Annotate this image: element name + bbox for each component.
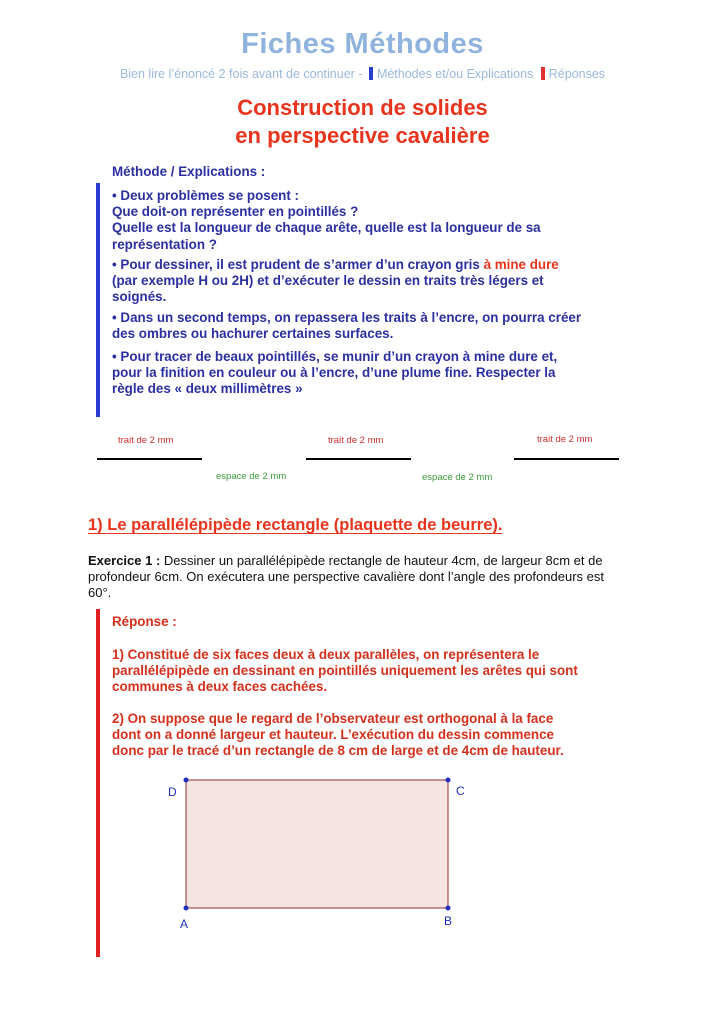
answer-p2-line: dont on a donné largeur et hauteur. L’exécution du dessin commence [112, 727, 554, 743]
page-header-subtitle [0, 67, 725, 81]
trait-label-3: trait de 2 mm [537, 434, 593, 445]
method-p2-line: soignés. [112, 289, 167, 305]
espace-label-1: espace de 2 mm [216, 471, 287, 482]
method-p1-line: Que doit-on représenter en pointillés ? [112, 204, 359, 220]
method-p2-highlight: à mine dure [483, 257, 559, 272]
method-paragraph-2 [112, 257, 642, 306]
subtitle-instruction: Bien lire l’énoncé 2 fois avant de continuer - [119, 67, 363, 81]
document-title-line-2: en perspective cavalière [235, 123, 490, 148]
document-title [0, 94, 725, 150]
method-p2-text: • Pour dessiner, il est prudent de s’armer d’un crayon gris [112, 257, 480, 272]
point-b-marker [446, 906, 451, 911]
method-p3-line: • Dans un second temps, on repassera les traits à l’encre, on pourra créer [112, 310, 582, 325]
method-paragraph-4 [112, 349, 642, 398]
point-a-label: A [180, 917, 189, 931]
exercise-1-label: Exercice 1 : [88, 553, 161, 568]
method-p4-line: règle des « deux millimètres » [112, 381, 303, 397]
method-paragraph-1 [112, 188, 642, 253]
method-p3-line: des ombres ou hachurer certaines surfaces. [112, 326, 394, 342]
rectangle-abcd [186, 780, 448, 908]
trait-label-1: trait de 2 mm [118, 435, 174, 446]
answer-p1-line: 1) Constitué de six faces deux à deux parallèles, on représentera le [112, 647, 540, 662]
dash-segment-3 [514, 458, 619, 460]
method-heading: Méthode / Explications : [112, 164, 266, 179]
answer-p2-line: 2) On suppose que le regard de l’observateur est orthogonal à la face [112, 711, 554, 726]
method-p4-line: pour la finition en couleur ou à l’encre, d’une plume fine. Respecter la [112, 365, 556, 381]
point-d-marker [184, 778, 189, 783]
subtitle-answers: Réponses [548, 67, 606, 81]
method-p1-line: Quelle est la longueur de chaque arête, quelle est la longueur de sa [112, 220, 541, 236]
section-1-title: 1) Le parallélépipède rectangle (plaquette de beurre). [88, 516, 503, 534]
method-p2-line: (par exemple H ou 2H) et d’exécuter le dessin en traits très légers et [112, 273, 544, 289]
point-c-label: C [456, 784, 465, 798]
page-header-title: Fiches Méthodes [241, 28, 484, 60]
trait-label-2: trait de 2 mm [328, 435, 384, 446]
method-p2-line [112, 257, 642, 273]
blue-marker-icon [369, 67, 373, 80]
answer-p1-line: communes à deux faces cachées. [112, 679, 328, 695]
answer-heading: Réponse : [112, 614, 177, 629]
answer-paragraph-1 [112, 647, 652, 696]
exercise-1-text: Dessiner un parallélépipède rectangle de hauteur 4cm, de largeur 8cm et de [163, 553, 603, 568]
document-title-line-1: Construction de solides [237, 95, 488, 120]
dash-segment-2 [306, 458, 411, 460]
answer-paragraph-2 [112, 711, 652, 760]
exercise-1-line [88, 553, 648, 569]
method-p1-line: représentation ? [112, 236, 217, 252]
answer-side-bar [96, 609, 100, 957]
subtitle-methods: Méthodes et/ou Explications [376, 67, 534, 81]
espace-label-2: espace de 2 mm [422, 472, 493, 483]
method-side-bar [96, 183, 100, 417]
point-b-label: B [444, 914, 453, 928]
point-c-marker [446, 778, 451, 783]
dash-segment-1 [97, 458, 202, 460]
exercise-1 [88, 553, 648, 601]
exercise-1-line: profondeur 6cm. On exécutera une perspective cavalière dont l’angle des profondeurs est [88, 569, 604, 584]
method-p4-line: • Pour tracer de beaux pointillés, se munir d’un crayon à mine dure et, [112, 349, 558, 364]
method-p1-line: • Deux problèmes se posent : [112, 188, 299, 203]
answer-p2-line: donc par le tracé d’un rectangle de 8 cm de large et de 4cm de hauteur. [112, 743, 564, 759]
exercise-1-line: 60°. [88, 585, 112, 600]
method-paragraph-3 [112, 310, 642, 342]
rectangle-figure [160, 770, 480, 940]
point-a-marker [184, 906, 189, 911]
answer-p1-line: parallélépipède en dessinant en pointillés uniquement les arêtes qui sont [112, 663, 578, 679]
point-d-label: D [168, 785, 177, 799]
red-marker-icon [541, 67, 545, 80]
